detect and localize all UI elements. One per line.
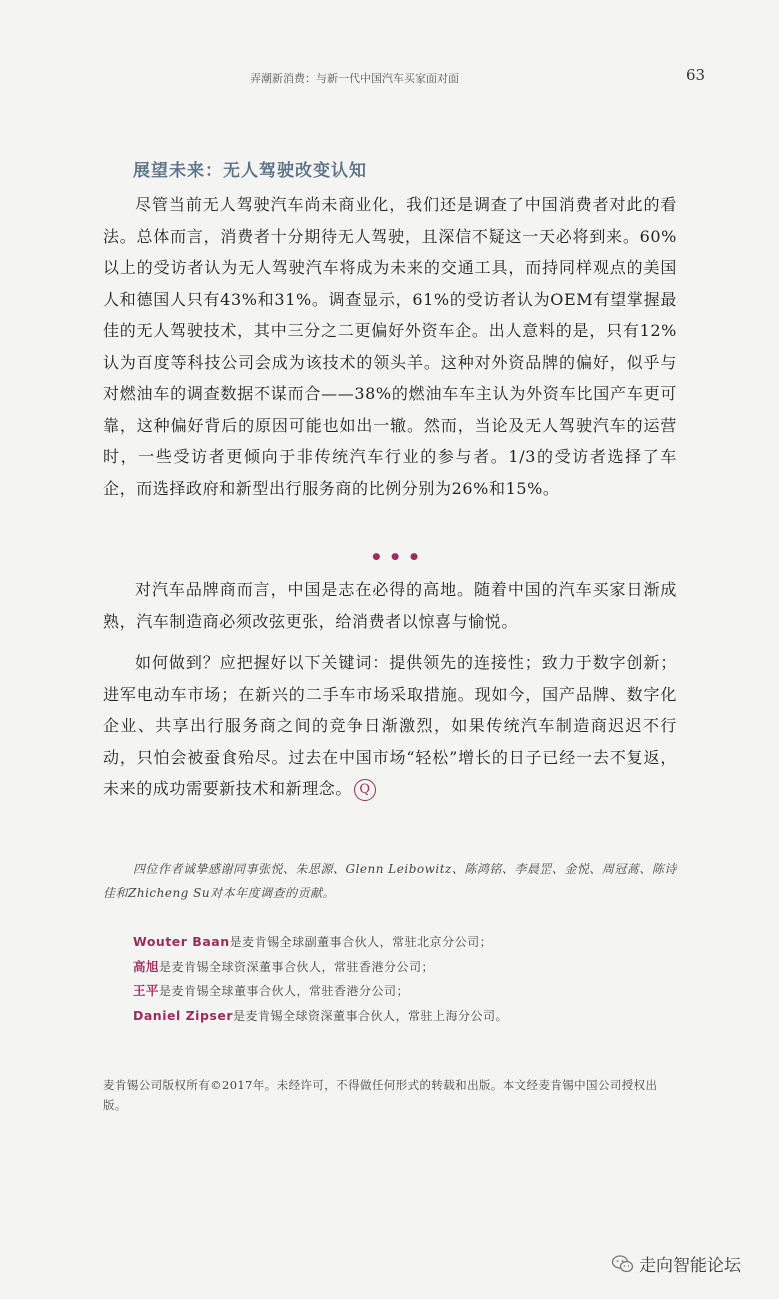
author-line — [133, 1004, 693, 1029]
paragraph-3 — [103, 647, 677, 805]
author-line — [133, 979, 693, 1004]
paragraph-2 — [103, 574, 677, 637]
author-role: 是麦肯锡全球资深董事合伙人，常驻香港分公司； — [159, 959, 435, 974]
author-role: 是麦肯锡全球董事合伙人，常驻香港分公司； — [159, 984, 410, 998]
section-heading: 展望未来：无人驾驶改变认知 — [133, 161, 367, 181]
wechat-icon — [611, 1254, 635, 1274]
paragraph-1-text: 尽管当前无人驾驶汽车尚未商业化，我们还是调查了中国消费者对此的看法。总体而言，消费者十分期待无人驾驶，且深信不疑这一天必将到来。60%以上的受访者认为无人驾驶汽车将成为未来的交通工具，而持同样观点的美国人和德国人只有43%和31%。调查显示，61%的受访者认为OEM有望掌握最佳的无人驾驶技术，其中三分之二更偏好外资车企。出人意料的是，只有12%认为百度等科技公司会成为该技术的领头羊。这种对外资品牌的偏好，似乎与对燃油车的调查数据不谋而合——38%的燃油车车主认为外资车比国产车更可靠，这种偏好背后的原因可能也如出一辙。然而，当论及无人驾驶汽车的运营时，一些受访者更倾向于非传统汽车行业的参与者。1/3的受访者选择了车企，而选择政府和新型出行服务商的比例分别为26%和15%。 — [103, 195, 677, 498]
watermark-text: 走向智能论坛 — [639, 1256, 741, 1276]
watermark — [611, 1251, 741, 1276]
acknowledgement — [103, 857, 679, 905]
author-role: 是麦肯锡全球资深董事合伙人，常驻上海分公司。 — [233, 1008, 509, 1023]
copyright-text: 麦肯锡公司版权所有©2017年。未经许可，不得做任何形式的转载和出版。本文经麦肯锡中国公司授权出版。 — [103, 1078, 658, 1112]
author-line — [133, 955, 693, 980]
paragraph-2-text: 对汽车品牌商而言，中国是志在必得的高地。随着中国的汽车买家日渐成熟，汽车制造商必须改弦更张，给消费者以惊喜与愉悦。 — [103, 580, 677, 631]
running-title: 弄潮新消费：与新一代中国汽车买家面对面 — [250, 72, 459, 85]
author-name: 高旭 — [133, 958, 160, 974]
author-line — [133, 930, 693, 955]
paragraph-1 — [103, 189, 677, 504]
acknowledgement-text: 四位作者诚挚感谢同事张悦、朱思源、Glenn Leibowitz、陈鸿铭、李晨罡、金悦、周冠蒿、陈诗佳和Zhicheng Su对本年度调查的贡献。 — [103, 862, 677, 900]
author-name: Daniel Zipser — [133, 1007, 233, 1023]
copyright-notice — [103, 1075, 679, 1115]
author-list — [133, 930, 693, 1028]
section-separator: ••• — [370, 545, 427, 569]
author-name: Wouter Baan — [133, 934, 230, 949]
author-name: 王平 — [133, 983, 160, 998]
end-mark-icon: Q — [354, 779, 376, 801]
paragraph-3-text — [103, 647, 677, 805]
page-number: 63 — [686, 66, 706, 84]
paragraph-3-body: 如何做到？应把握好以下关键词：提供领先的连接性；致力于数字创新；进军电动车市场；在新兴的二手车市场采取措施。现如今，国产品牌、数字化企业、共享出行服务商之间的竞争日渐激烈，如果传统汽车制造商迟迟不行动，只怕会被蚕食殆尽。过去在中国市场“轻松”增长的日子已经一去不复返，未来的成功需要新技术和新理念。 — [103, 653, 677, 798]
author-role: 是麦肯锡全球副董事合伙人，常驻北京分公司； — [229, 935, 493, 949]
